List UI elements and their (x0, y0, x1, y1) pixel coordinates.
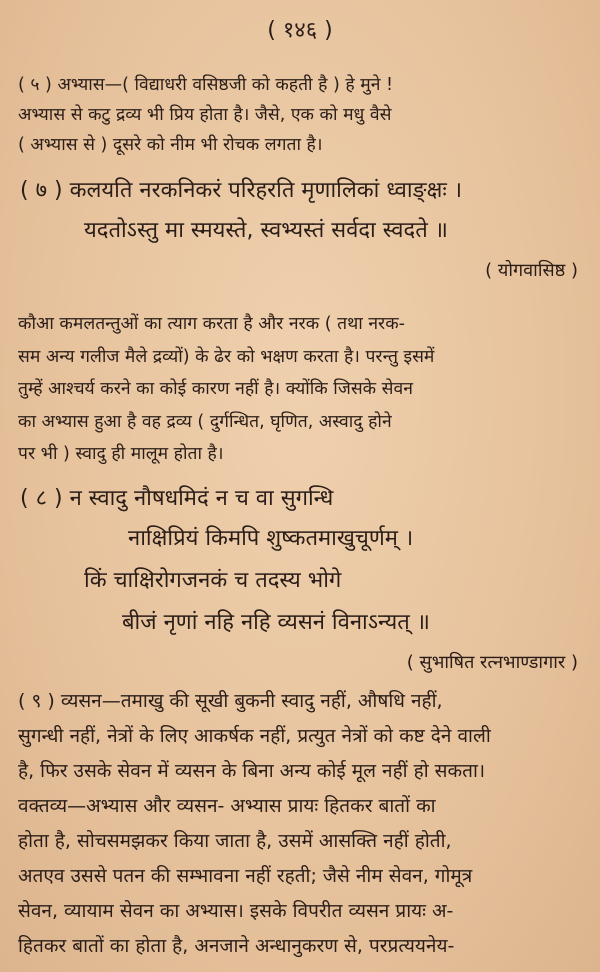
text-line: सम अन्य गलीज मैले द्रव्यों) के ढेर को भक्षण करता है। परन्तु इसमें (18, 346, 435, 367)
text-line: कौआ कमलतन्तुओं का त्याग करता है और नरक ( तथा नरक- (18, 314, 405, 334)
text-line: पर भी ) स्वादु ही मालूम होता है। (18, 444, 224, 464)
verse-8-line-2: नाक्षिप्रियं किमपि शुष्कतमाखुचूर्णम् । (128, 526, 414, 551)
verse-7-line-2: यदतोऽस्तु मा स्मयस्ते, स्वभ्यस्तं सर्वदा स्वदते ॥ (84, 218, 448, 243)
text-line: ( ९ ) व्यसन—तमाखु की सूखी बुकनी स्वादु नहीं, औषधि नहीं, (18, 690, 443, 712)
paragraph-5 (18, 70, 584, 160)
text-line: तुम्हें आश्चर्य करने का कोई कारण नहीं है। क्योंकि जिसके सेवन (18, 379, 413, 399)
text-line: ( ५ ) अभ्यास—( विद्याधरी वसिष्ठजी को कहती है ) हे मुने ! (18, 75, 394, 95)
verse-8-line-4: बीजं नृणां नहि नहि व्यसनं विनाऽन्यत् ॥ (122, 610, 430, 635)
text-line: अतएव उससे पतन की सम्भावना नहीं रहती; जैसे नीम सेवन, गोमूत्र (18, 865, 473, 887)
commentary-7 (18, 308, 584, 471)
text-line: होता है, सोचसमझकर किया जाता है, उसमें आसक्ति नहीं होती, (18, 830, 452, 852)
text-line: है, फिर उसके सेवन में व्यसन के बिना अन्य कोई मूल नहीं हो सकता। (18, 760, 486, 782)
text-line: सुगन्धी नहीं, नेत्रों के लिए आकर्षक नहीं, प्रत्युत नेत्रों को कष्ट देने वाली (18, 725, 491, 747)
verse-8-line-3: किं चाक्षिरोगजनकं च तदस्य भोगे (84, 568, 342, 593)
paragraph-9 (18, 684, 584, 964)
text-line: का अभ्यास हुआ है वह द्रव्य ( दुर्गन्धित, घृणित, अस्वादु होने (18, 411, 392, 432)
verse-7-line-1: ( ७ ) कलयति नरकनिकरं परिहरति मृणालिकां ध्वाङ्क्षः । (20, 178, 463, 203)
text-line: सेवन, व्यायाम सेवन का अभ्यास। इसके विपरीत व्यसन प्रायः अ- (18, 900, 454, 922)
source-8: ( सुभाषित रत्नभाण्डागार ) (406, 652, 578, 673)
text-line: ( अभ्यास से ) दूसरे को नीम भी रोचक लगता है। (18, 135, 323, 155)
text-line: हितकर बातों का होता है, अनजाने अन्धानुकरण से, परप्रत्ययनेय- (18, 935, 455, 957)
source-7: ( योगवासिष्ठ ) (485, 260, 578, 281)
text-line: वक्तव्य—अभ्यास और व्यसन- अभ्यास प्रायः हितकर बातों का (18, 795, 436, 817)
text-line: अभ्यास से कटु द्रव्य भी प्रिय होता है। जैसे, एक को मधु वैसे (18, 105, 392, 125)
verse-8-line-1: ( ८ ) न स्वादु नौषधमिदं न च वा सुगन्धि (20, 486, 334, 511)
page-number: ( १४६ ) (267, 18, 333, 43)
